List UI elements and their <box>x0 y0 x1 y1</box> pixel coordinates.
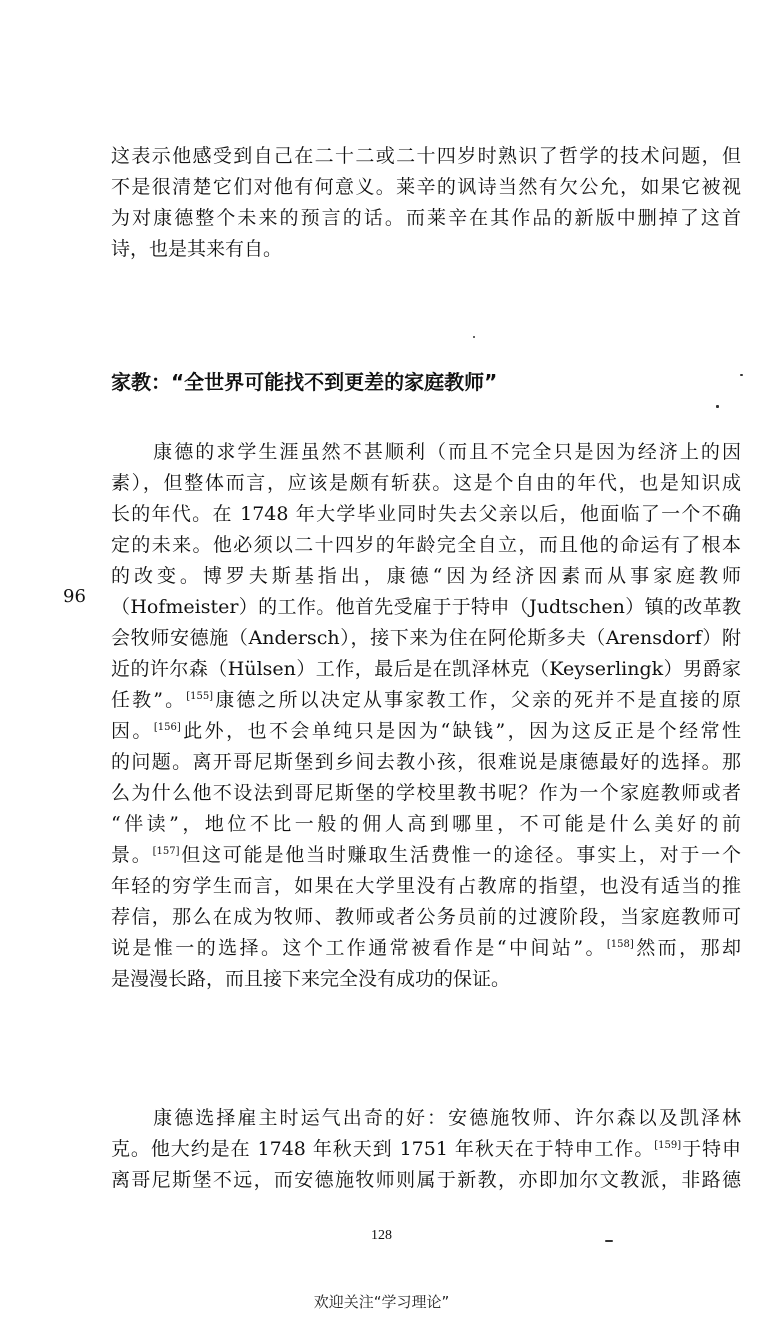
footnote-reference: [159] <box>654 1140 682 1151</box>
line-text: 近的许尔森（Hülsen）工作，最后是在凯泽林克（Keyserlingk）男爵家 <box>111 658 741 680</box>
line-text: 克。他大约是在 1748 年秋天到 1751 年秋天在于特申工作。 <box>111 1138 655 1160</box>
line-text: 然而，那却 <box>633 937 741 959</box>
section-heading: 家教：“全世界可能找不到更差的家庭教师” <box>111 370 498 394</box>
line-text: 么为什么他不设法到哥尼斯堡的学校里教书呢？作为一个家庭教师或者 <box>111 782 741 804</box>
text-line <box>111 530 741 561</box>
line-text: 说是惟一的选择。这个工作通常被看作是“中间站”。 <box>111 937 607 959</box>
text-line <box>111 561 741 592</box>
page-number: 128 <box>371 1228 392 1243</box>
text-line <box>111 623 741 654</box>
line-text: “伴读”，地位不比一般的佣人高到哪里，不可能是什么美好的前 <box>111 813 741 835</box>
line-text: 景。 <box>111 844 153 866</box>
text-line <box>111 499 741 530</box>
line-text: 年轻的穷学生而言，如果在大学里没有占教席的指望，也没有适当的推 <box>111 875 741 897</box>
text-line <box>111 468 741 499</box>
text-line <box>111 654 741 685</box>
line-text: （Hofmeister）的工作。他首先受雇于于特申（Judtschen）镇的改革教 <box>111 596 741 618</box>
text-line <box>111 809 741 840</box>
footnote-reference: [155] <box>186 691 214 702</box>
scan-speck <box>605 1240 613 1242</box>
text-line <box>111 747 741 778</box>
line-text: 离哥尼斯堡不远，而安德施牧师则属于新教，亦即加尔文教派，非路德 <box>111 1169 741 1191</box>
text-line <box>111 933 741 964</box>
line-text: 因。 <box>111 720 154 742</box>
scan-speck <box>473 336 475 338</box>
line-text: 此外，也不会单纯只是因为“缺钱”，因为这反正是个经常性 <box>180 720 741 742</box>
text-line <box>111 716 741 747</box>
margin-page-number: 96 <box>63 586 86 607</box>
line-text: 长的年代。在 1748 年大学毕业同时失去父亲以后，他面临了一个不确 <box>111 503 741 525</box>
line-text: 定的未来。他必须以二十四岁的年龄完全自立，而且他的命运有了根本 <box>111 534 741 556</box>
line-text: 于特申 <box>681 1138 741 1160</box>
text-line <box>111 871 741 902</box>
scan-speck <box>740 374 743 376</box>
line-text: 康德的求学生涯虽然不甚顺利（而且不完全只是因为经济上的因 <box>111 441 741 463</box>
text-line <box>111 964 741 995</box>
body-paragraph <box>111 437 741 995</box>
line-text: 康德选择雇主时运气出奇的好：安德施牧师、许尔森以及凯泽林 <box>111 1107 741 1129</box>
text-line <box>111 778 741 809</box>
text-line <box>111 1103 741 1134</box>
line-text: 任教”。 <box>111 689 187 711</box>
text-line: 这表示他感受到自己在二十二或二十四岁时熟识了哲学的技术问题，但 <box>111 145 741 167</box>
text-line: 为对康德整个未来的预言的话。而莱辛在其作品的新版中删掉了这首 <box>111 207 741 229</box>
footnote-reference: [156] <box>153 722 181 733</box>
line-text: 的问题。离开哥尼斯堡到乡间去教小孩，很难说是康德最好的选择。那 <box>111 751 741 773</box>
text-line <box>111 902 741 933</box>
line-text: 是漫漫长路，而且接下来完全没有成功的保证。 <box>111 968 511 990</box>
footnote-reference: [157] <box>152 846 180 857</box>
text-line <box>111 1134 741 1165</box>
footer-text: 欢迎关注“学习理论” <box>313 1293 450 1311</box>
scan-speck <box>716 405 719 408</box>
line-text: 会牧师安德施（Andersch），接下来为住在阿伦斯多夫（Arensdorf）附 <box>111 627 741 649</box>
text-line: 诗，也是其来有自。 <box>111 238 283 260</box>
text-line <box>111 1165 741 1196</box>
intro-paragraph <box>111 141 741 265</box>
line-text: 素），但整体而言，应该是颇有斩获。这是个自由的年代，也是知识成 <box>111 472 741 494</box>
text-line <box>111 840 741 871</box>
footnote-reference: [158] <box>606 939 634 950</box>
line-text: 的改变。博罗夫斯基指出，康德“因为经济因素而从事家庭教师 <box>111 565 741 587</box>
text-line <box>111 437 741 468</box>
line-text: 但这可能是他当时赚取生活费惟一的途径。事实上，对于一个 <box>179 844 741 866</box>
line-text: 康德之所以决定从事家教工作，父亲的死并不是直接的原 <box>213 689 741 711</box>
text-line: 不是很清楚它们对他有何意义。莱辛的讽诗当然有欠公允，如果它被视 <box>111 176 741 198</box>
text-line <box>111 685 741 716</box>
line-text: 荐信，那么在成为牧师、教师或者公务员前的过渡阶段，当家庭教师可 <box>111 906 741 928</box>
body-paragraph-2 <box>111 1103 741 1196</box>
text-line <box>111 592 741 623</box>
